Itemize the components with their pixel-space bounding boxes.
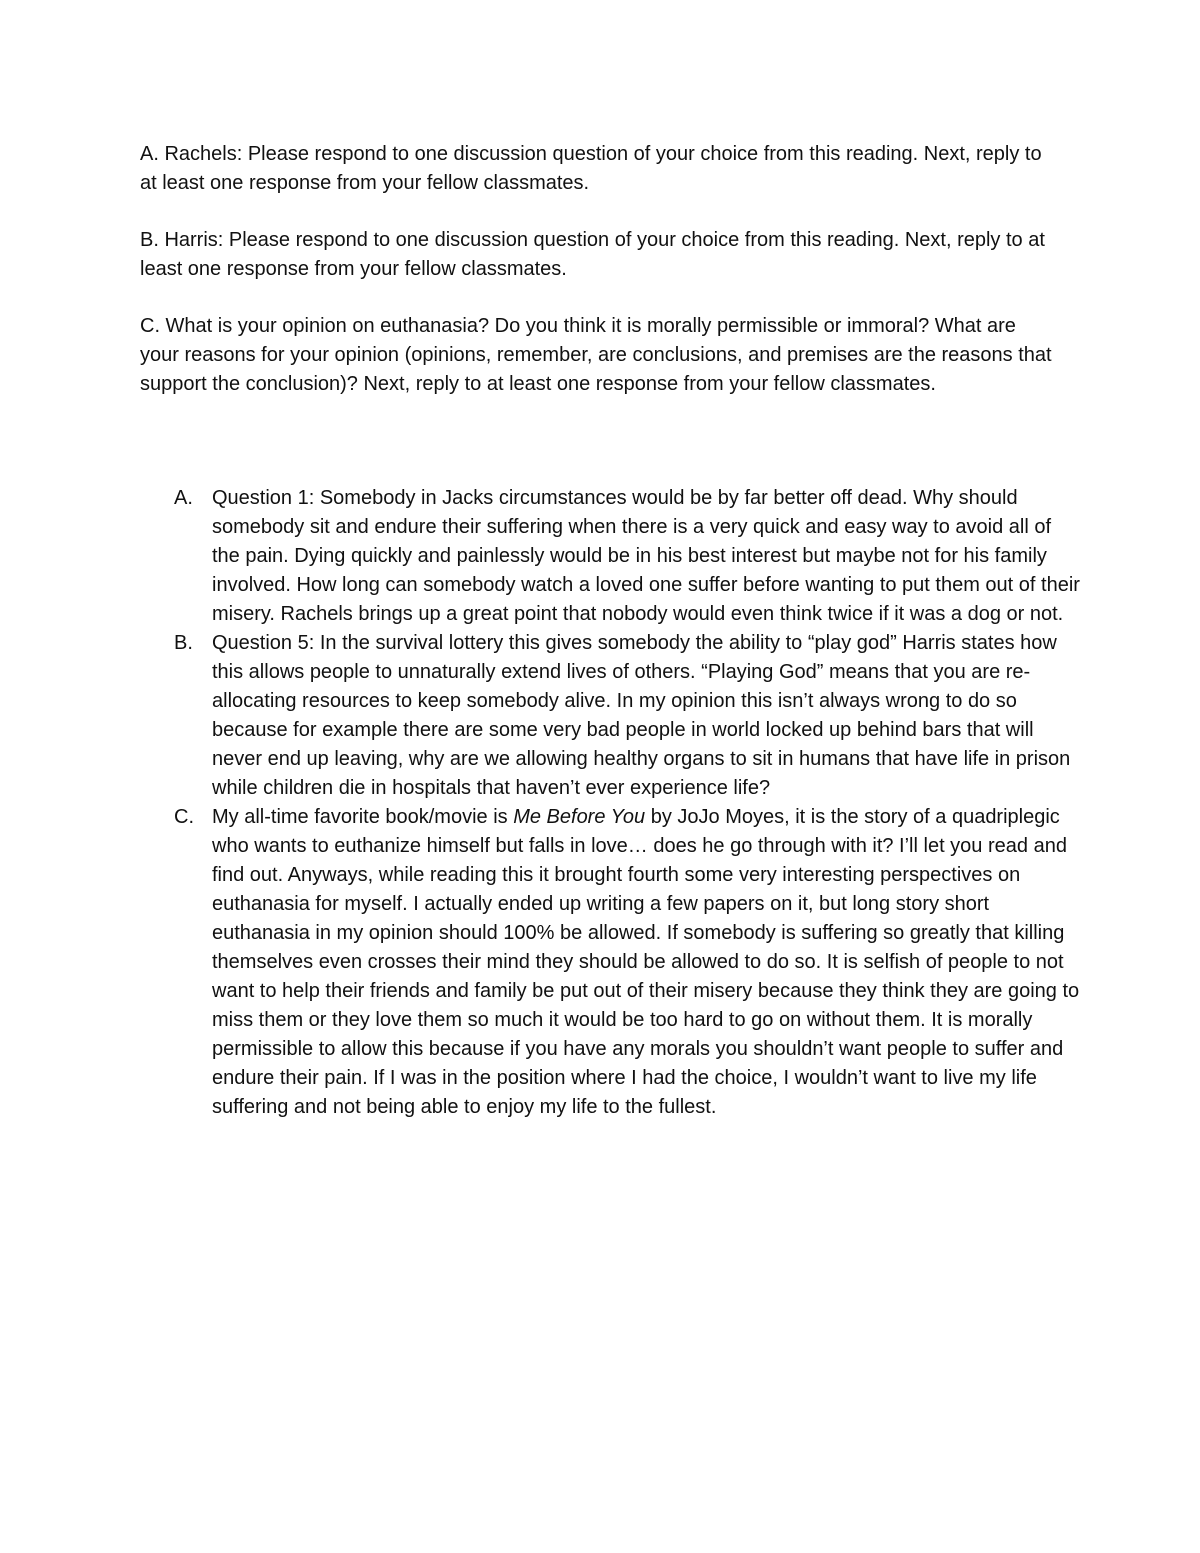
assignment-prompts xyxy=(140,140,1060,427)
prompt-b: B. Harris: Please respond to one discussion question of your choice from this reading. Next, reply to at least one response from your fellow classmates. xyxy=(140,229,1045,280)
list-marker: A. xyxy=(174,487,193,509)
answer-text: Question 5: In the survival lottery this gives somebody the ability to “play god” Harris states how this allows people to unnaturally extend lives of others. “Playing God” means that you are re-allocating resources to keep somebody alive. In my opinion this isn’t always wrong to do so because for example there are some very bad people in world locked up behind bars that will never end up leaving, why are we allowing healthy organs to sit in humans that have life in prison while children die in hospitals that haven’t ever experience life? xyxy=(212,632,1071,799)
answer-text-after: by JoJo Moyes, it is the story of a quadriplegic who wants to euthanize himself but falls in love… does he go through with it? I’ll let you read and find out. Anyways, while reading this it brought fourth some very interesting perspectives on euthanasia for myself. I actually ended up writing a few papers on it, but long story short euthanasia in my opinion should 100% be allowed. If somebody is suffering so greatly that killing themselves even crosses their mind they should be allowed to do so. It is selfish of people to not want to help their friends and family be put out of their misery because they think they are going to miss them or they love them so much it would be too hard to go on without them. It is morally permissible to allow this because if you have any morals you shouldn’t want people to suffer and endure their pain. If I was in the position where I had the choice, I wouldn’t want to live my life suffering and not being able to enjoy my life to the fullest. xyxy=(212,806,1080,1118)
answer-text: Question 1: Somebody in Jacks circumstances would be by far better off dead. Why should somebody sit and endure their suffering when there is a very quick and easy way to avoid all of the pain. Dying quickly and painlessly would be in his best interest but maybe not for his family involved. How long can somebody watch a loved one suffer before wanting to put them out of their misery. Rachels brings up a great point that nobody would even think twice if it was a dog or not. xyxy=(212,487,1080,625)
prompt-a: A. Rachels: Please respond to one discussion question of your choice from this reading. Next, reply to at least one response from your fellow classmates. xyxy=(140,143,1042,194)
answer-text xyxy=(212,806,1079,1118)
answer-c xyxy=(140,803,1080,1122)
list-marker: C. xyxy=(174,806,194,828)
list-marker: B. xyxy=(174,632,193,654)
answer-text-before: My all-time favorite book/movie is xyxy=(212,806,514,828)
answers-list xyxy=(140,484,1080,1122)
book-title: Me Before You xyxy=(513,806,646,828)
prompt-c: C. What is your opinion on euthanasia? Do you think it is morally permissible or immoral? What are your reasons for your opinion (opinions, remember, are conclusions, and premises are the reasons that support the conclusion)? Next, reply to at least one response from your fellow classmates. xyxy=(140,315,1052,395)
answer-a xyxy=(140,484,1080,629)
answer-b xyxy=(140,629,1080,803)
